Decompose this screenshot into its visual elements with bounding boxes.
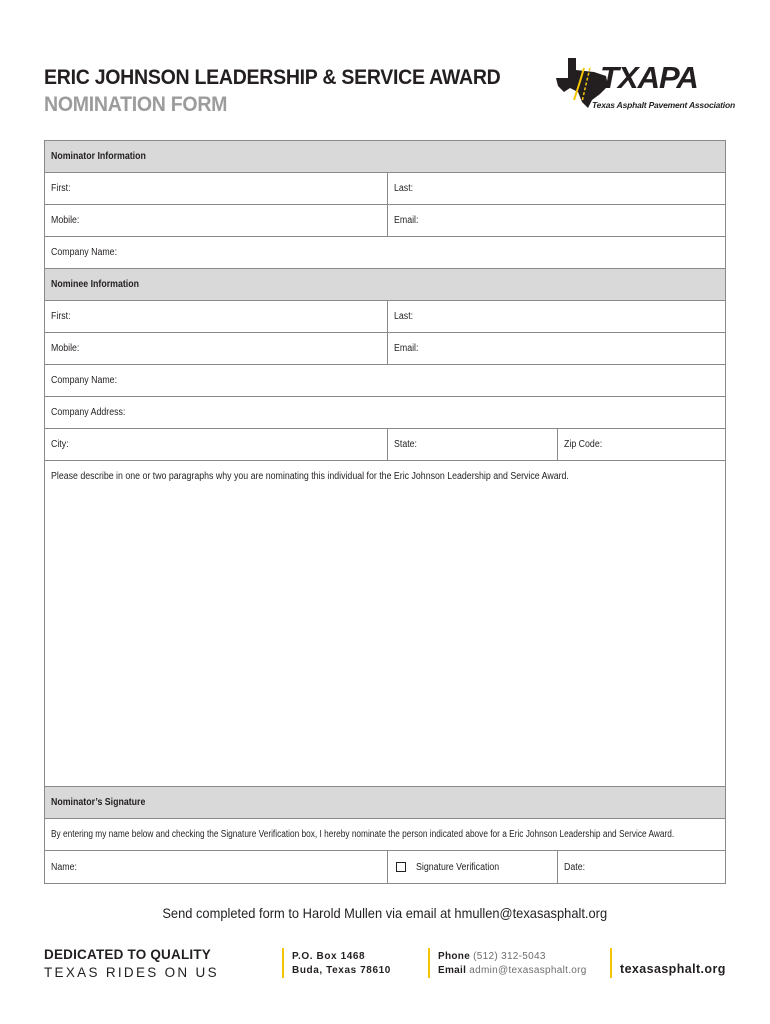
nominee-company-field[interactable]: Company Name: <box>51 375 118 386</box>
description-textarea[interactable]: Please describe in one or two paragraphs why you are nominating this individual for the Eric Johnson Leadership and Service Award. <box>51 471 569 482</box>
nominee-location-row <box>45 429 725 461</box>
nominator-last-field[interactable]: Last: <box>394 183 414 194</box>
nominator-name-row <box>45 173 725 205</box>
footer-address-line-1: P.O. Box 1468 <box>292 951 366 962</box>
nominee-name-row <box>45 301 725 333</box>
nominee-last-field[interactable]: Last: <box>394 311 414 322</box>
nominator-email-field[interactable]: Email: <box>394 215 419 226</box>
nominee-contact-row <box>45 333 725 365</box>
form-subtitle: NOMINATION FORM <box>44 93 228 116</box>
nomination-form-table <box>44 140 726 884</box>
nominee-city-field[interactable]: City: <box>45 429 388 460</box>
footer-divider <box>282 948 284 978</box>
footer-divider <box>428 948 430 978</box>
footer-email: Email admin@texasasphalt.org <box>438 965 587 976</box>
nominator-company-field[interactable]: Company Name: <box>51 247 118 258</box>
logo-tagline: Texas Asphalt Pavement Association <box>592 100 735 110</box>
txapa-logo <box>554 56 735 114</box>
nominator-section-header <box>45 141 725 173</box>
nominee-state-field[interactable]: State: <box>388 429 558 460</box>
footer-address-line-2: Buda, Texas 78610 <box>292 965 391 976</box>
footer-phone: Phone (512) 312-5043 <box>438 951 546 962</box>
signature-statement: By entering my name below and checking the Signature Verification box, I hereby nominate the person indicated above for a Eric Johnson Leadership and Service Award. <box>51 829 675 840</box>
nominator-mobile-field[interactable]: Mobile: <box>45 205 388 236</box>
signature-name-field[interactable]: Name: <box>45 851 388 883</box>
section-title: Nominator’s Signature <box>51 797 146 808</box>
nominee-address-row <box>45 397 725 429</box>
nominee-company-row <box>45 365 725 397</box>
nominee-section-header <box>45 269 725 301</box>
footer-divider <box>610 948 612 978</box>
signature-verification-checkbox[interactable] <box>396 862 406 872</box>
signature-date-field[interactable]: Date: <box>564 861 586 873</box>
section-title: Nominee Information <box>51 279 140 290</box>
nominator-company-row <box>45 237 725 269</box>
description-row <box>45 461 725 787</box>
logo-wordmark: TXAPA <box>600 60 698 95</box>
signature-section-header <box>45 787 725 819</box>
nominator-contact-row <box>45 205 725 237</box>
nominee-mobile-field[interactable]: Mobile: <box>45 333 388 364</box>
nominee-zip-field[interactable]: Zip Code: <box>564 439 603 450</box>
section-title: Nominator Information <box>51 151 146 162</box>
signature-verification-field[interactable]: Signature Verification <box>388 851 558 883</box>
footer-website-link[interactable]: texasasphalt.org <box>620 962 726 976</box>
footer-slogan-2: TEXAS RIDES ON US <box>44 965 219 980</box>
nominee-address-field[interactable]: Company Address: <box>51 407 126 418</box>
footer-slogan-1: DEDICATED TO QUALITY <box>44 947 212 962</box>
form-title: ERIC JOHNSON LEADERSHIP & SERVICE AWARD <box>44 66 501 89</box>
signature-row <box>45 851 725 883</box>
nominee-first-field[interactable]: First: <box>45 301 388 332</box>
nominee-email-field[interactable]: Email: <box>394 343 419 354</box>
signature-statement-row <box>45 819 725 851</box>
nominator-first-field[interactable]: First: <box>45 173 388 204</box>
send-instructions: Send completed form to Harold Mullen via email at hmullen@texasasphalt.org <box>162 905 608 921</box>
